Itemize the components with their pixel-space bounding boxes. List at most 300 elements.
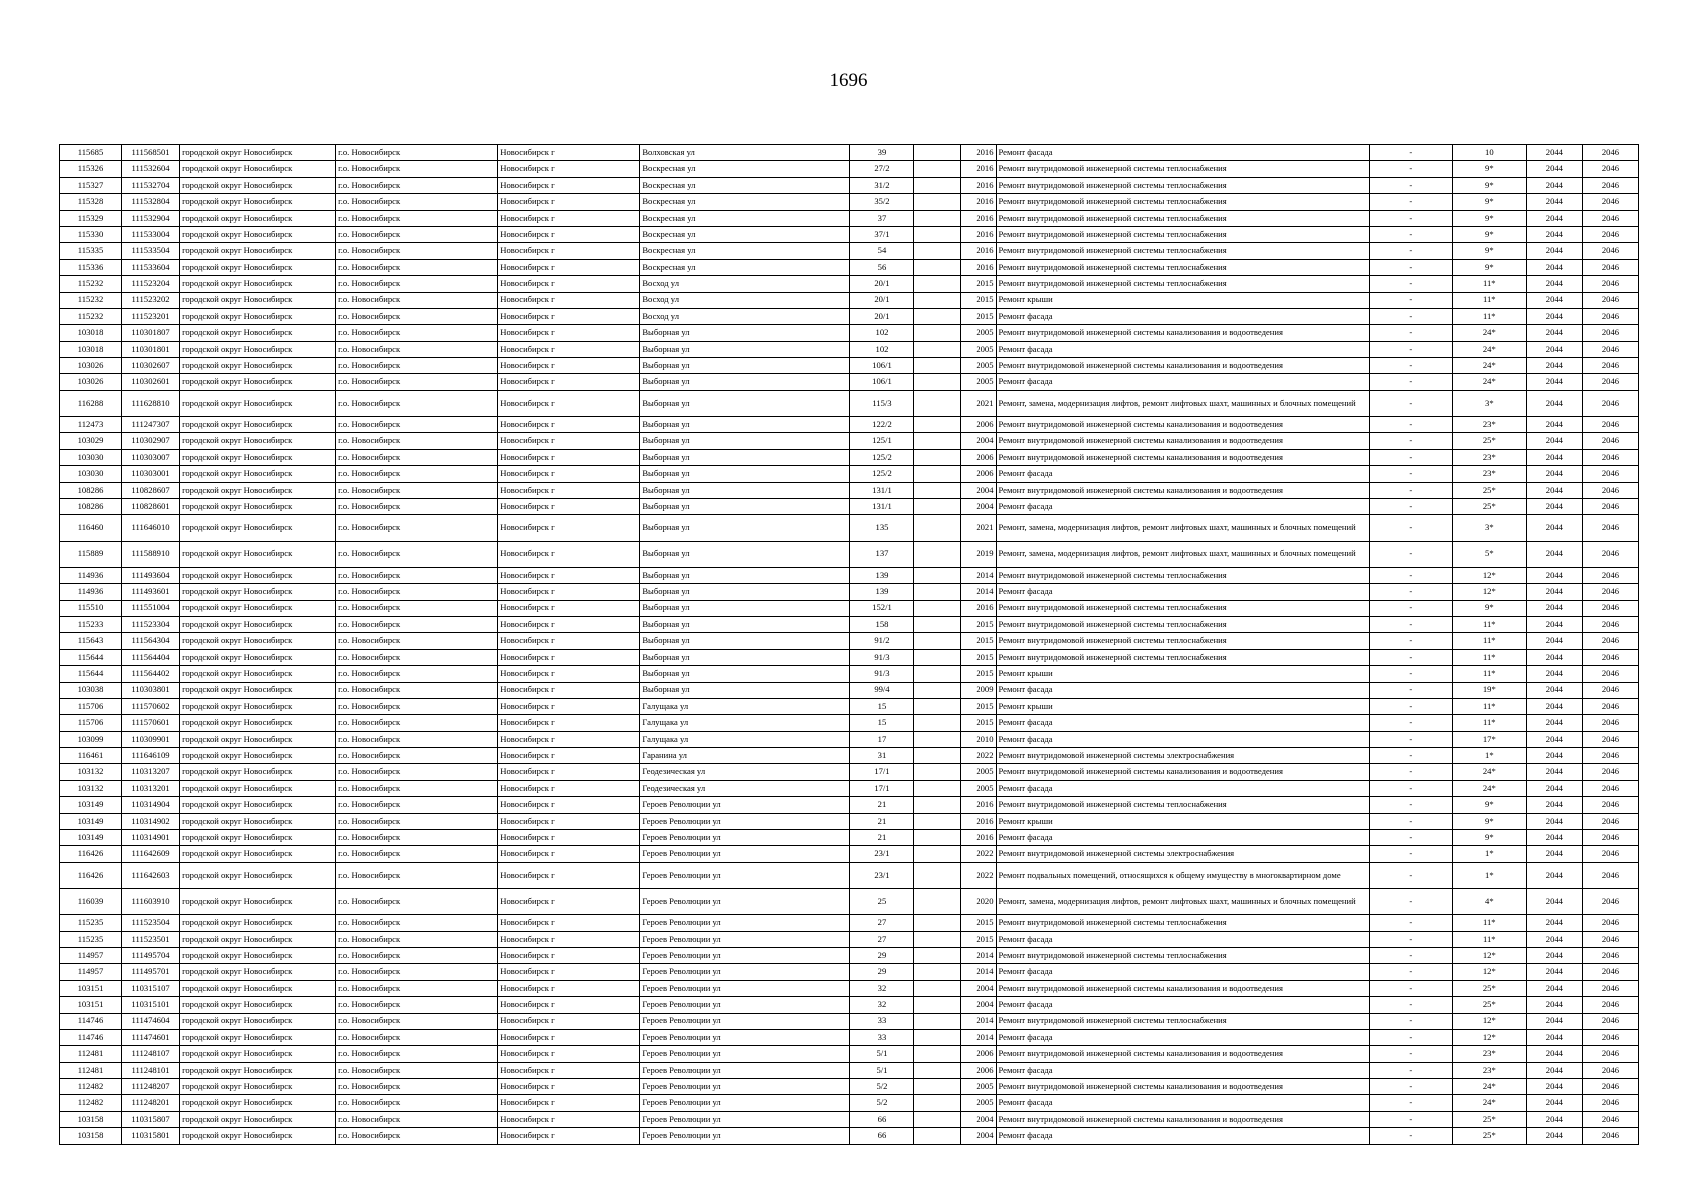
settlement-cell: Новосибирск г (498, 515, 640, 541)
municipality-cell: городской округ Новосибирск (180, 177, 336, 193)
term-cell: 19* (1452, 682, 1526, 698)
start-year-cell: 2044 (1526, 780, 1582, 796)
year-cell: 2014 (960, 964, 996, 980)
settlement-cell: Новосибирск г (498, 161, 640, 177)
house-id: 103026 (60, 358, 122, 374)
start-year-cell: 2044 (1526, 649, 1582, 665)
start-year-cell: 2044 (1526, 1079, 1582, 1095)
street-cell: Выборная ул (640, 616, 850, 632)
work-type-cell: Ремонт фасада (996, 584, 1369, 600)
work-type-cell: Ремонт фасада (996, 682, 1369, 698)
year-cell: 2016 (960, 161, 996, 177)
year-cell: 2021 (960, 390, 996, 416)
municipal-district-cell: г.о. Новосибирск (336, 292, 498, 308)
end-year-cell: 2046 (1582, 358, 1638, 374)
street-cell: Героев Революции ул (640, 1046, 850, 1062)
dash-cell: - (1369, 1029, 1452, 1045)
settlement-cell: Новосибирск г (498, 433, 640, 449)
dash-cell: - (1369, 1013, 1452, 1029)
term-cell: 11* (1452, 633, 1526, 649)
work-type-cell: Ремонт внутридомовой инженерной системы теплоснабжения (996, 276, 1369, 292)
table-row (60, 515, 1639, 541)
dash-cell: - (1369, 210, 1452, 226)
dash-cell: - (1369, 846, 1452, 862)
settlement-cell: Новосибирск г (498, 1128, 640, 1144)
table-row (60, 325, 1639, 341)
table-row (60, 308, 1639, 324)
term-cell: 11* (1452, 308, 1526, 324)
house-id: 115685 (60, 145, 122, 161)
house-id: 115335 (60, 243, 122, 259)
house-id: 103026 (60, 374, 122, 390)
settlement-cell: Новосибирск г (498, 466, 640, 482)
work-id: 111588910 (122, 541, 180, 567)
end-year-cell: 2046 (1582, 466, 1638, 482)
table-row (60, 764, 1639, 780)
table-row (60, 466, 1639, 482)
street-cell: Галущака ул (640, 731, 850, 747)
house-id: 114746 (60, 1013, 122, 1029)
house-number-cell: 20/1 (850, 276, 914, 292)
municipal-district-cell: г.о. Новосибирск (336, 161, 498, 177)
municipal-district-cell: г.о. Новосибирск (336, 374, 498, 390)
municipality-cell: городской округ Новосибирск (180, 980, 336, 996)
work-id: 111248101 (122, 1062, 180, 1078)
settlement-cell: Новосибирск г (498, 210, 640, 226)
end-year-cell: 2046 (1582, 780, 1638, 796)
end-year-cell: 2046 (1582, 433, 1638, 449)
work-id: 111564404 (122, 649, 180, 665)
house-id: 115232 (60, 276, 122, 292)
building-cell (914, 797, 960, 813)
work-type-cell: Ремонт фасада (996, 780, 1369, 796)
term-cell: 9* (1452, 161, 1526, 177)
dash-cell: - (1369, 964, 1452, 980)
table-row (60, 433, 1639, 449)
municipal-district-cell: г.о. Новосибирск (336, 947, 498, 963)
settlement-cell: Новосибирск г (498, 862, 640, 888)
municipality-cell: городской округ Новосибирск (180, 145, 336, 161)
year-cell: 2016 (960, 243, 996, 259)
table-row (60, 584, 1639, 600)
settlement-cell: Новосибирск г (498, 194, 640, 210)
municipality-cell: городской округ Новосибирск (180, 931, 336, 947)
term-cell: 24* (1452, 374, 1526, 390)
work-id: 111248107 (122, 1046, 180, 1062)
street-cell: Выборная ул (640, 374, 850, 390)
building-cell (914, 243, 960, 259)
dash-cell: - (1369, 947, 1452, 963)
work-id: 110301801 (122, 341, 180, 357)
end-year-cell: 2046 (1582, 259, 1638, 275)
settlement-cell: Новосибирск г (498, 308, 640, 324)
work-type-cell: Ремонт фасада (996, 731, 1369, 747)
year-cell: 2016 (960, 210, 996, 226)
dash-cell: - (1369, 177, 1452, 193)
year-cell: 2006 (960, 466, 996, 482)
municipal-district-cell: г.о. Новосибирск (336, 145, 498, 161)
building-cell (914, 1062, 960, 1078)
house-number-cell: 139 (850, 584, 914, 600)
municipal-district-cell: г.о. Новосибирск (336, 748, 498, 764)
street-cell: Выборная ул (640, 515, 850, 541)
term-cell: 24* (1452, 764, 1526, 780)
house-id: 116426 (60, 862, 122, 888)
house-number-cell: 66 (850, 1128, 914, 1144)
table-row (60, 1095, 1639, 1111)
street-cell: Воскресная ул (640, 161, 850, 177)
work-type-cell: Ремонт фасада (996, 145, 1369, 161)
house-number-cell: 21 (850, 830, 914, 846)
municipal-district-cell: г.о. Новосибирск (336, 433, 498, 449)
start-year-cell: 2044 (1526, 259, 1582, 275)
house-number-cell: 102 (850, 325, 914, 341)
house-id: 112481 (60, 1062, 122, 1078)
table-row (60, 1013, 1639, 1029)
dash-cell: - (1369, 567, 1452, 583)
settlement-cell: Новосибирск г (498, 980, 640, 996)
table-row (60, 567, 1639, 583)
work-id: 110302907 (122, 433, 180, 449)
street-cell: Героев Революции ул (640, 1079, 850, 1095)
municipality-cell: городской округ Новосибирск (180, 308, 336, 324)
municipality-cell: городской округ Новосибирск (180, 947, 336, 963)
house-number-cell: 31/2 (850, 177, 914, 193)
year-cell: 2005 (960, 764, 996, 780)
settlement-cell: Новосибирск г (498, 499, 640, 515)
work-id: 111551004 (122, 600, 180, 616)
street-cell: Героев Революции ул (640, 1029, 850, 1045)
table-row (60, 417, 1639, 433)
work-id: 111248201 (122, 1095, 180, 1111)
street-cell: Героев Революции ул (640, 830, 850, 846)
year-cell: 2016 (960, 600, 996, 616)
municipal-district-cell: г.о. Новосибирск (336, 243, 498, 259)
term-cell: 24* (1452, 341, 1526, 357)
work-type-cell: Ремонт внутридомовой инженерной системы теплоснабжения (996, 210, 1369, 226)
house-id: 108286 (60, 499, 122, 515)
building-cell (914, 1128, 960, 1144)
table-row (60, 1046, 1639, 1062)
work-type-cell: Ремонт крыши (996, 813, 1369, 829)
house-number-cell: 37/1 (850, 226, 914, 242)
start-year-cell: 2044 (1526, 226, 1582, 242)
end-year-cell: 2046 (1582, 715, 1638, 731)
table-row (60, 210, 1639, 226)
building-cell (914, 698, 960, 714)
building-cell (914, 177, 960, 193)
street-cell: Героев Революции ул (640, 1013, 850, 1029)
work-type-cell: Ремонт внутридомовой инженерной системы теплоснабжения (996, 915, 1369, 931)
dash-cell: - (1369, 649, 1452, 665)
settlement-cell: Новосибирск г (498, 813, 640, 829)
municipality-cell: городской округ Новосибирск (180, 846, 336, 862)
municipal-district-cell: г.о. Новосибирск (336, 1128, 498, 1144)
municipal-district-cell: г.о. Новосибирск (336, 1013, 498, 1029)
house-id: 103029 (60, 433, 122, 449)
start-year-cell: 2044 (1526, 567, 1582, 583)
building-cell (914, 862, 960, 888)
street-cell: Выборная ул (640, 417, 850, 433)
work-type-cell: Ремонт внутридомовой инженерной системы канализования и водоотведения (996, 358, 1369, 374)
work-id: 111628810 (122, 390, 180, 416)
house-number-cell: 5/2 (850, 1079, 914, 1095)
end-year-cell: 2046 (1582, 682, 1638, 698)
year-cell: 2019 (960, 541, 996, 567)
street-cell: Выборная ул (640, 666, 850, 682)
house-id: 115326 (60, 161, 122, 177)
term-cell: 9* (1452, 210, 1526, 226)
year-cell: 2015 (960, 666, 996, 682)
settlement-cell: Новосибирск г (498, 682, 640, 698)
house-id: 103149 (60, 797, 122, 813)
settlement-cell: Новосибирск г (498, 1111, 640, 1127)
house-number-cell: 33 (850, 1029, 914, 1045)
work-type-cell: Ремонт крыши (996, 698, 1369, 714)
settlement-cell: Новосибирск г (498, 567, 640, 583)
term-cell: 24* (1452, 780, 1526, 796)
house-number-cell: 27/2 (850, 161, 914, 177)
house-id: 115706 (60, 715, 122, 731)
work-type-cell: Ремонт внутридомовой инженерной системы теплоснабжения (996, 226, 1369, 242)
building-cell (914, 449, 960, 465)
start-year-cell: 2044 (1526, 325, 1582, 341)
house-number-cell: 54 (850, 243, 914, 259)
dash-cell: - (1369, 482, 1452, 498)
work-type-cell: Ремонт крыши (996, 666, 1369, 682)
municipality-cell: городской округ Новосибирск (180, 194, 336, 210)
dash-cell: - (1369, 931, 1452, 947)
term-cell: 25* (1452, 997, 1526, 1013)
house-number-cell: 15 (850, 715, 914, 731)
dash-cell: - (1369, 161, 1452, 177)
table-row (60, 449, 1639, 465)
house-number-cell: 56 (850, 259, 914, 275)
end-year-cell: 2046 (1582, 830, 1638, 846)
work-id: 111532804 (122, 194, 180, 210)
house-id: 112482 (60, 1079, 122, 1095)
house-number-cell: 139 (850, 567, 914, 583)
municipality-cell: городской округ Новосибирск (180, 915, 336, 931)
building-cell (914, 764, 960, 780)
street-cell: Выборная ул (640, 541, 850, 567)
municipal-district-cell: г.о. Новосибирск (336, 390, 498, 416)
term-cell: 9* (1452, 243, 1526, 259)
year-cell: 2016 (960, 194, 996, 210)
municipality-cell: городской округ Новосибирск (180, 997, 336, 1013)
end-year-cell: 2046 (1582, 390, 1638, 416)
house-number-cell: 37 (850, 210, 914, 226)
table-row (60, 292, 1639, 308)
building-cell (914, 145, 960, 161)
municipal-district-cell: г.о. Новосибирск (336, 499, 498, 515)
municipality-cell: городской округ Новосибирск (180, 1013, 336, 1029)
end-year-cell: 2046 (1582, 846, 1638, 862)
settlement-cell: Новосибирск г (498, 226, 640, 242)
dash-cell: - (1369, 731, 1452, 747)
municipality-cell: городской округ Новосибирск (180, 1046, 336, 1062)
municipality-cell: городской округ Новосибирск (180, 797, 336, 813)
work-id: 110314901 (122, 830, 180, 846)
municipality-cell: городской округ Новосибирск (180, 449, 336, 465)
work-id: 111532704 (122, 177, 180, 193)
settlement-cell: Новосибирск г (498, 797, 640, 813)
municipal-district-cell: г.о. Новосибирск (336, 308, 498, 324)
municipal-district-cell: г.о. Новосибирск (336, 649, 498, 665)
dash-cell: - (1369, 433, 1452, 449)
building-cell (914, 931, 960, 947)
year-cell: 2005 (960, 780, 996, 796)
end-year-cell: 2046 (1582, 915, 1638, 931)
work-type-cell: Ремонт внутридомовой инженерной системы канализования и водоотведения (996, 764, 1369, 780)
end-year-cell: 2046 (1582, 499, 1638, 515)
street-cell: Героев Революции ул (640, 862, 850, 888)
building-cell (914, 616, 960, 632)
work-type-cell: Ремонт фасада (996, 964, 1369, 980)
house-number-cell: 15 (850, 698, 914, 714)
work-id: 111523202 (122, 292, 180, 308)
house-number-cell: 152/1 (850, 600, 914, 616)
table-row (60, 633, 1639, 649)
settlement-cell: Новосибирск г (498, 276, 640, 292)
term-cell: 9* (1452, 813, 1526, 829)
house-id: 103099 (60, 731, 122, 747)
municipal-district-cell: г.о. Новосибирск (336, 449, 498, 465)
start-year-cell: 2044 (1526, 210, 1582, 226)
start-year-cell: 2044 (1526, 499, 1582, 515)
house-number-cell: 106/1 (850, 374, 914, 390)
building-cell (914, 715, 960, 731)
dash-cell: - (1369, 715, 1452, 731)
house-id: 115336 (60, 259, 122, 275)
work-id: 111603910 (122, 888, 180, 914)
municipality-cell: городской округ Новосибирск (180, 341, 336, 357)
work-id: 110303007 (122, 449, 180, 465)
table-row (60, 390, 1639, 416)
municipality-cell: городской округ Новосибирск (180, 964, 336, 980)
end-year-cell: 2046 (1582, 1095, 1638, 1111)
settlement-cell: Новосибирск г (498, 1079, 640, 1095)
end-year-cell: 2046 (1582, 698, 1638, 714)
municipal-district-cell: г.о. Новосибирск (336, 780, 498, 796)
street-cell: Воскресная ул (640, 243, 850, 259)
year-cell: 2005 (960, 1079, 996, 1095)
year-cell: 2016 (960, 177, 996, 193)
work-id: 111495704 (122, 947, 180, 963)
table-row (60, 964, 1639, 980)
house-number-cell: 125/2 (850, 466, 914, 482)
work-id: 111533504 (122, 243, 180, 259)
municipality-cell: городской округ Новосибирск (180, 584, 336, 600)
dash-cell: - (1369, 764, 1452, 780)
work-id: 110301807 (122, 325, 180, 341)
building-cell (914, 499, 960, 515)
end-year-cell: 2046 (1582, 1029, 1638, 1045)
building-cell (914, 226, 960, 242)
house-number-cell: 102 (850, 341, 914, 357)
end-year-cell: 2046 (1582, 194, 1638, 210)
municipality-cell: городской округ Новосибирск (180, 1095, 336, 1111)
table-row (60, 931, 1639, 947)
house-number-cell: 32 (850, 997, 914, 1013)
year-cell: 2022 (960, 846, 996, 862)
work-id: 110313207 (122, 764, 180, 780)
house-id: 115327 (60, 177, 122, 193)
work-type-cell: Ремонт внутридомовой инженерной системы электроснабжения (996, 748, 1369, 764)
settlement-cell: Новосибирск г (498, 846, 640, 862)
building-cell (914, 830, 960, 846)
term-cell: 11* (1452, 931, 1526, 947)
year-cell: 2005 (960, 325, 996, 341)
building-cell (914, 584, 960, 600)
municipality-cell: городской округ Новосибирск (180, 1111, 336, 1127)
year-cell: 2015 (960, 649, 996, 665)
end-year-cell: 2046 (1582, 341, 1638, 357)
end-year-cell: 2046 (1582, 964, 1638, 980)
year-cell: 2022 (960, 862, 996, 888)
municipality-cell: городской округ Новосибирск (180, 830, 336, 846)
start-year-cell: 2044 (1526, 374, 1582, 390)
house-id: 115232 (60, 292, 122, 308)
municipality-cell: городской округ Новосибирск (180, 210, 336, 226)
house-number-cell: 29 (850, 947, 914, 963)
settlement-cell: Новосибирск г (498, 780, 640, 796)
house-id: 116426 (60, 846, 122, 862)
work-type-cell: Ремонт фасада (996, 341, 1369, 357)
house-number-cell: 31 (850, 748, 914, 764)
dash-cell: - (1369, 226, 1452, 242)
start-year-cell: 2044 (1526, 813, 1582, 829)
house-number-cell: 33 (850, 1013, 914, 1029)
start-year-cell: 2044 (1526, 390, 1582, 416)
work-id: 111533604 (122, 259, 180, 275)
building-cell (914, 325, 960, 341)
settlement-cell: Новосибирск г (498, 1046, 640, 1062)
building-cell (914, 541, 960, 567)
term-cell: 1* (1452, 846, 1526, 862)
start-year-cell: 2044 (1526, 633, 1582, 649)
start-year-cell: 2044 (1526, 358, 1582, 374)
municipal-district-cell: г.о. Новосибирск (336, 830, 498, 846)
settlement-cell: Новосибирск г (498, 482, 640, 498)
end-year-cell: 2046 (1582, 1013, 1638, 1029)
building-cell (914, 600, 960, 616)
start-year-cell: 2044 (1526, 449, 1582, 465)
term-cell: 24* (1452, 1079, 1526, 1095)
house-number-cell: 91/3 (850, 649, 914, 665)
house-id: 115706 (60, 698, 122, 714)
municipal-district-cell: г.о. Новосибирск (336, 1062, 498, 1078)
municipal-district-cell: г.о. Новосибирск (336, 194, 498, 210)
municipality-cell: городской округ Новосибирск (180, 666, 336, 682)
settlement-cell: Новосибирск г (498, 947, 640, 963)
settlement-cell: Новосибирск г (498, 830, 640, 846)
start-year-cell: 2044 (1526, 482, 1582, 498)
work-id: 111495701 (122, 964, 180, 980)
house-number-cell: 115/3 (850, 390, 914, 416)
work-id: 111642603 (122, 862, 180, 888)
house-id: 115328 (60, 194, 122, 210)
table-row (60, 748, 1639, 764)
term-cell: 9* (1452, 830, 1526, 846)
street-cell: Героев Революции ул (640, 797, 850, 813)
term-cell: 11* (1452, 666, 1526, 682)
street-cell: Геодезическая ул (640, 780, 850, 796)
street-cell: Выборная ул (640, 584, 850, 600)
municipality-cell: городской округ Новосибирск (180, 731, 336, 747)
end-year-cell: 2046 (1582, 210, 1638, 226)
dash-cell: - (1369, 499, 1452, 515)
